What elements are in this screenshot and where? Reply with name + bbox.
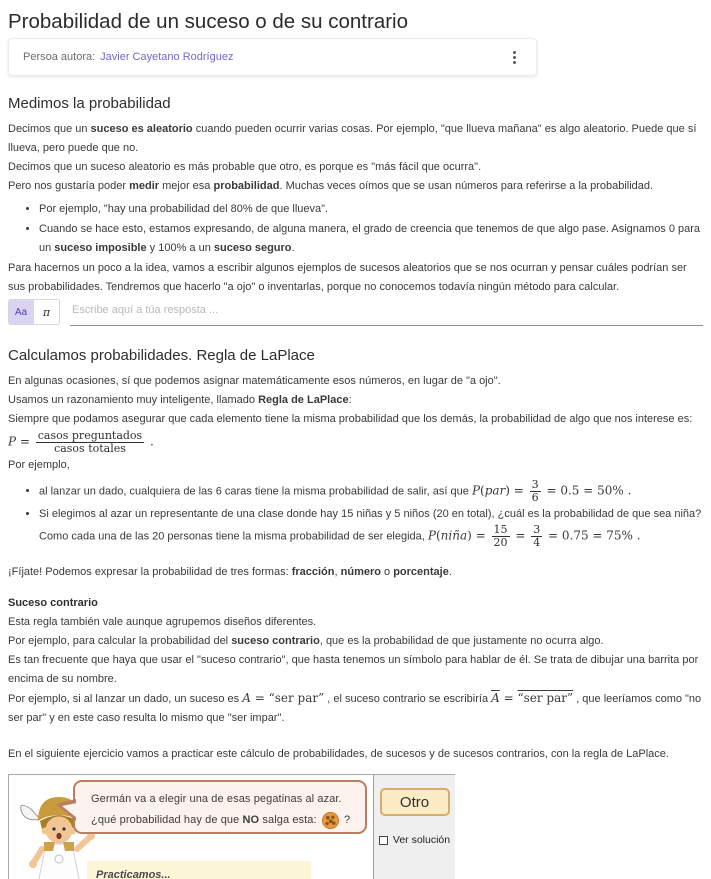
author-label: Persoa autora: bbox=[23, 50, 96, 63]
list-item: • Cuando se hace esto, estamos expresando, de alguna manera, el grado de creencia que tenemos de que algo pase. Asignamos 0 para un suceso imposible y 100% a un suceso seguro. bbox=[39, 220, 703, 258]
paragraph: Decimos que un suceso aleatorio es más probable que otro, es porque es "más fácil que ocurra". bbox=[8, 161, 482, 173]
bullet-list bbox=[8, 200, 703, 258]
paragraph: Es tan frecuente que haya que usar el "suceso contrario", que hasta tenemos un símbolo para hablar de él. Se trata de dibujar una barrita por encima de su nombre. bbox=[8, 654, 699, 685]
cookie-icon bbox=[322, 812, 339, 829]
paragraph: ¡Fíjate! Podemos expresar la probabilidad de tres formas: fracción, número o porcentaje. bbox=[8, 566, 452, 578]
list-item: • Por ejemplo, "hay una probabilidad del 80% de que llueva". bbox=[39, 200, 703, 219]
solution-checkbox[interactable] bbox=[379, 836, 388, 845]
applet-side-panel bbox=[373, 775, 455, 879]
paragraph: En el siguiente ejercicio vamos a practicar este cálculo de probabilidades, de sucesos y de sucesos contrarios, con la regla de LaPlace. bbox=[8, 748, 669, 760]
paragraph: Esta regla también vale aunque agrupemos diseños diferentes. bbox=[8, 616, 317, 628]
subheading-suceso-contrario: Suceso contrario bbox=[8, 597, 98, 609]
answer-row bbox=[8, 299, 703, 326]
paragraph: Decimos que un suceso es aleatorio cuando pueden ocurrir varias cosas. Por ejemplo, "que llueva mañana" es algo aleatorio. Puede que sí llueva, pero puede que no. bbox=[8, 123, 697, 154]
other-button[interactable]: Otro bbox=[380, 788, 450, 816]
author-link[interactable]: Javier Cayetano Rodríguez bbox=[100, 50, 234, 63]
laplace-formula: P = $\frac{\text{casos preguntados}}{\text{casos totales}}$ . bbox=[8, 429, 154, 455]
paragraph: Por ejemplo, bbox=[8, 459, 70, 471]
speech-bubble bbox=[73, 780, 367, 834]
list-item bbox=[39, 505, 703, 549]
list-item: • al lanzar un dado, cualquiera de las 6 caras tiene la misma probabilidad de salir, así que P(par) = $\frac{3}{6}$ = 0.5 = 50% . bbox=[39, 479, 703, 504]
paragraph: Por ejemplo, para calcular la probabilidad del suceso contrario, que es la probabilidad de que justamente no ocurra algo. bbox=[8, 635, 604, 647]
practicamos-strip: Practicamos... bbox=[87, 861, 311, 879]
format-math-button[interactable]: π bbox=[34, 300, 59, 324]
page-title: Probabilidad de un suceso o de su contrario bbox=[8, 10, 409, 33]
paragraph: En algunas ocasiones, sí que podemos asignar matemáticamente esos números, en lugar de "a ojo". bbox=[8, 375, 501, 387]
format-text-button[interactable]: Aa bbox=[9, 300, 34, 324]
author-card bbox=[8, 38, 537, 76]
paragraph: Por ejemplo, si al lanzar un dado, un suceso es A = “ser par” , el suceso contrario se escribiría $\overline{A}$ = “ser par” , que leeríamos como "no ser par" y en este caso resulta lo mismo que "ser impar". bbox=[8, 691, 702, 724]
list-item-answer: Como cada una de las 20 personas tiene la misma probabilidad de ser elegida, P(niña) = $\frac{15}{20}$ = $\frac{3}{4}$ = 0.75 = 75% . bbox=[39, 523, 641, 549]
paragraph: Siempre que podamos asegurar que cada elemento tiene la misma probabilidad que los demás, la probabilidad de algo que nos interese es: bbox=[8, 413, 693, 425]
section-heading-medimos: Medimos la probabilidad bbox=[8, 95, 171, 112]
kebab-menu-icon[interactable] bbox=[513, 56, 516, 59]
paragraph: Para hacernos un poco a la idea, vamos a escribir algunos ejemplos de sucesos aleatorios que se nos ocurran y pensar cuáles podrían ser sus probabilidades. Tendremos que hacerlo "a ojo" o inventarlas, porque no conocemos todavía ningún método para calcular. bbox=[8, 262, 687, 293]
bullet-list bbox=[8, 479, 703, 549]
bubble-text-line1: Germán va a elegir una de esas pegatinas al azar. bbox=[91, 793, 342, 805]
answer-input[interactable] bbox=[70, 299, 703, 326]
list-item-question: • Si elegimos al azar un representante de una clase donde hay 15 niñas y 5 niños (20 en total), ¿cuál es la probabilidad de que sea niña? bbox=[39, 508, 702, 520]
bubble-text-line2: ¿qué probabilidad hay de que NO salga esta: ? bbox=[91, 810, 357, 831]
show-solution-row[interactable] bbox=[379, 831, 450, 850]
paragraph: Pero nos gustaría poder medir mejor esa probabilidad. Muchas veces oímos que se usan números para referirse a la probabilidad. bbox=[8, 180, 654, 192]
paragraph: Usamos un razonamiento muy inteligente, llamado Regla de LaPlace: bbox=[8, 394, 352, 406]
format-toggle-group bbox=[8, 299, 60, 325]
section-heading-laplace: Calculamos probabilidades. Regla de LaPlace bbox=[8, 347, 315, 364]
probability-applet bbox=[8, 774, 455, 879]
solution-label: Ver solución bbox=[392, 834, 451, 846]
